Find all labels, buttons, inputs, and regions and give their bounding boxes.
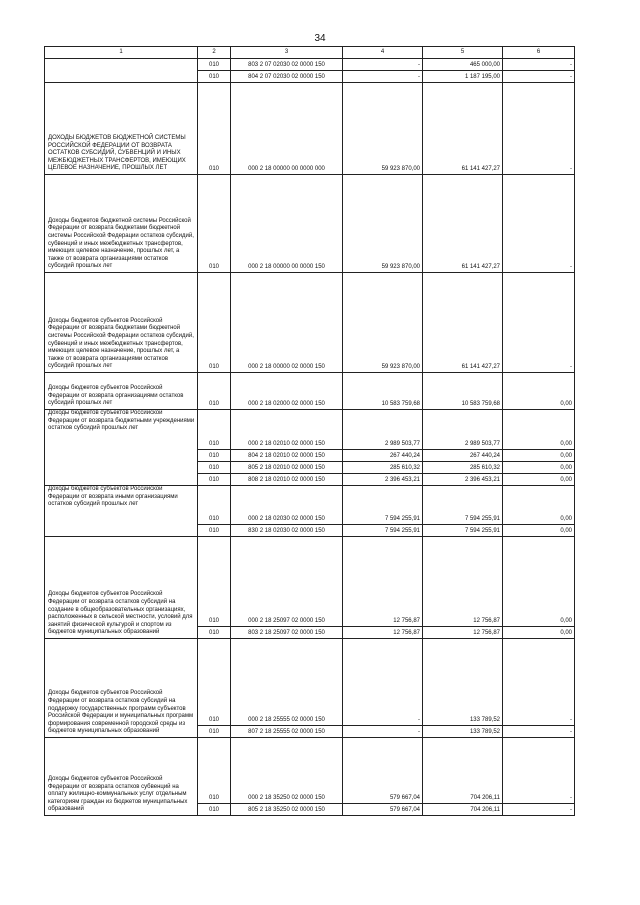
column-header: 5 [423, 47, 503, 59]
row-budget-code: 000 2 18 02010 02 0000 150 [231, 410, 343, 450]
row-approved: 10 583 759,68 [343, 373, 423, 410]
table-row [45, 273, 575, 373]
row-not-executed: - [503, 738, 575, 804]
row-line-code: 010 [198, 59, 231, 71]
row-executed: 133 789,52 [423, 726, 503, 738]
row-executed: 12 756,87 [423, 537, 503, 627]
row-line-code: 010 [198, 273, 231, 373]
row-executed: 133 789,52 [423, 639, 503, 726]
column-header: 4 [343, 47, 423, 59]
table-row [45, 175, 575, 273]
row-line-code: 010 [198, 450, 231, 462]
column-header: 3 [231, 47, 343, 59]
row-line-code: 010 [198, 83, 231, 175]
table-header-row [45, 47, 575, 59]
row-budget-code: 804 2 07 02030 02 0000 150 [231, 71, 343, 83]
row-budget-code: 000 2 18 00000 00 0000 000 [231, 83, 343, 175]
row-not-executed: 0,00 [503, 486, 575, 525]
row-approved: - [343, 726, 423, 738]
row-budget-code: 805 2 18 02010 02 0000 150 [231, 462, 343, 474]
row-name: Доходы бюджетов субъектов Российской Федерации от возврата бюджетами бюджетной системы Российской Федерации остатков субсидий, субвенций и иных межбюджетных трансфертов, имеющих целевое назначение, прошлых лет, а также от возврата организациями остатков субсидий прошлых лет [45, 273, 198, 373]
row-executed: 704 206,11 [423, 804, 503, 816]
row-executed: 7 594 255,91 [423, 525, 503, 537]
row-name: Доходы бюджетов субъектов Российской Федерации от возврата бюджетными учреждениями остатков субсидий прошлых лет [45, 410, 198, 486]
row-name: Доходы бюджетов субъектов Российской Федерации от возврата остатков субсидий на создание в общеобразовательных организациях, расположенных в сельской местности, условий для занятий физической культурой и спортом из бюджетов муниципальных образований [45, 537, 198, 639]
row-line-code: 010 [198, 525, 231, 537]
row-not-executed: 0,00 [503, 627, 575, 639]
row-budget-code: 000 2 18 02000 02 0000 150 [231, 373, 343, 410]
row-budget-code: 807 2 18 25555 02 0000 150 [231, 726, 343, 738]
row-line-code: 010 [198, 537, 231, 627]
row-line-code: 010 [198, 373, 231, 410]
row-line-code: 010 [198, 410, 231, 450]
row-executed: 2 989 503,77 [423, 410, 503, 450]
row-line-code: 010 [198, 474, 231, 486]
row-approved: 59 923 870,00 [343, 83, 423, 175]
row-budget-code: 803 2 07 02030 02 0000 150 [231, 59, 343, 71]
row-line-code: 010 [198, 627, 231, 639]
row-not-executed: - [503, 175, 575, 273]
row-line-code: 010 [198, 804, 231, 816]
row-budget-code: 000 2 18 00000 02 0000 150 [231, 273, 343, 373]
row-not-executed: - [503, 71, 575, 83]
row-name: Доходы бюджетов субъектов Российской Федерации от возврата организациями остатков субсидий прошлых лет [45, 373, 198, 410]
row-budget-code: 000 2 18 25555 02 0000 150 [231, 639, 343, 726]
row-not-executed: - [503, 59, 575, 71]
row-executed: 2 396 453,21 [423, 474, 503, 486]
row-budget-code: 805 2 18 35250 02 0000 150 [231, 804, 343, 816]
row-name: Доходы бюджетов субъектов Российской Федерации от возврата иными организациями остатков субсидий прошлых лет [45, 486, 198, 537]
table-row [45, 738, 575, 804]
row-approved: 7 594 255,91 [343, 486, 423, 525]
row-budget-code: 803 2 18 25097 02 0000 150 [231, 627, 343, 639]
row-executed: 285 610,32 [423, 462, 503, 474]
row-executed: 10 583 759,68 [423, 373, 503, 410]
row-name [45, 59, 198, 83]
row-line-code: 010 [198, 71, 231, 83]
row-executed: 7 594 255,91 [423, 486, 503, 525]
row-executed: 61 141 427,27 [423, 83, 503, 175]
row-not-executed: - [503, 273, 575, 373]
row-approved: 2 396 453,21 [343, 474, 423, 486]
row-approved: 267 440,24 [343, 450, 423, 462]
row-budget-code: 000 2 18 25097 02 0000 150 [231, 537, 343, 627]
row-approved: 12 756,87 [343, 537, 423, 627]
row-budget-code: 808 2 18 02010 02 0000 150 [231, 474, 343, 486]
row-name: Доходы бюджетов бюджетной системы Российской Федерации от возврата бюджетами бюджетной системы Российской Федерации остатков субсидий, субвенций и иных межбюджетных трансфертов, имеющих целевое назначение, прошлых лет, а также от возврата организациями остатков субсидий прошлых лет [45, 175, 198, 273]
table-row [45, 486, 575, 525]
row-executed: 704 206,11 [423, 738, 503, 804]
row-not-executed: 0,00 [503, 474, 575, 486]
row-not-executed: 0,00 [503, 450, 575, 462]
row-name: Доходы бюджетов субъектов Российской Федерации от возврата остатков субвенций на оплату жилищно-коммунальных услуг отдельным категориям граждан из бюджетов муниципальных образований [45, 738, 198, 816]
row-budget-code: 830 2 18 02030 02 0000 150 [231, 525, 343, 537]
table-row [45, 373, 575, 410]
row-line-code: 010 [198, 175, 231, 273]
row-line-code: 010 [198, 486, 231, 525]
row-approved: 12 756,87 [343, 627, 423, 639]
row-not-executed: 0,00 [503, 525, 575, 537]
row-executed: 61 141 427,27 [423, 175, 503, 273]
row-line-code: 010 [198, 462, 231, 474]
row-budget-code: 000 2 18 02030 02 0000 150 [231, 486, 343, 525]
row-budget-code: 000 2 18 00000 00 0000 150 [231, 175, 343, 273]
row-approved: - [343, 71, 423, 83]
column-header: 1 [45, 47, 198, 59]
row-approved: 7 594 255,91 [343, 525, 423, 537]
row-budget-code: 804 2 18 02010 02 0000 150 [231, 450, 343, 462]
table-row [45, 59, 575, 71]
row-approved: - [343, 639, 423, 726]
row-budget-code: 000 2 18 35250 02 0000 150 [231, 738, 343, 804]
row-approved: 59 923 870,00 [343, 273, 423, 373]
row-approved: 59 923 870,00 [343, 175, 423, 273]
row-not-executed: - [503, 83, 575, 175]
report-table [44, 46, 575, 816]
row-name: Доходы бюджетов субъектов Российской Федерации от возврата остатков субсидий на поддержку государственных программ субъектов Российской Федерации и муниципальных программ формирования современной городской среды из бюджетов муниципальных образований [45, 639, 198, 738]
row-approved: 2 989 503,77 [343, 410, 423, 450]
row-approved: 579 667,04 [343, 738, 423, 804]
table-row [45, 639, 575, 726]
row-executed: 267 440,24 [423, 450, 503, 462]
table-row [45, 537, 575, 627]
row-not-executed: - [503, 639, 575, 726]
row-not-executed: - [503, 804, 575, 816]
row-executed: 1 187 195,00 [423, 71, 503, 83]
row-line-code: 010 [198, 738, 231, 804]
row-approved: 285 610,32 [343, 462, 423, 474]
row-executed: 465 000,00 [423, 59, 503, 71]
row-not-executed: - [503, 726, 575, 738]
table-row [45, 410, 575, 450]
row-executed: 61 141 427,27 [423, 273, 503, 373]
table-row [45, 83, 575, 175]
row-not-executed: 0,00 [503, 373, 575, 410]
row-approved: - [343, 59, 423, 71]
row-line-code: 010 [198, 726, 231, 738]
row-name: ДОХОДЫ БЮДЖЕТОВ БЮДЖЕТНОЙ СИСТЕМЫ РОССИЙСКОЙ ФЕДЕРАЦИИ ОТ ВОЗВРАТА ОСТАТКОВ СУБСИДИЙ, СУБВЕНЦИЙ И ИНЫХ МЕЖБЮДЖЕТНЫХ ТРАНСФЕРТОВ, ИМЕЮЩИХ ЦЕЛЕВОЕ НАЗНАЧЕНИЕ, ПРОШЛЫХ ЛЕТ [45, 83, 198, 175]
row-line-code: 010 [198, 639, 231, 726]
row-not-executed: 0,00 [503, 537, 575, 627]
page-number: 34 [314, 33, 326, 44]
row-not-executed: 0,00 [503, 462, 575, 474]
column-header: 6 [503, 47, 575, 59]
row-approved: 579 667,04 [343, 804, 423, 816]
column-header: 2 [198, 47, 231, 59]
row-executed: 12 756,87 [423, 627, 503, 639]
row-not-executed: 0,00 [503, 410, 575, 450]
